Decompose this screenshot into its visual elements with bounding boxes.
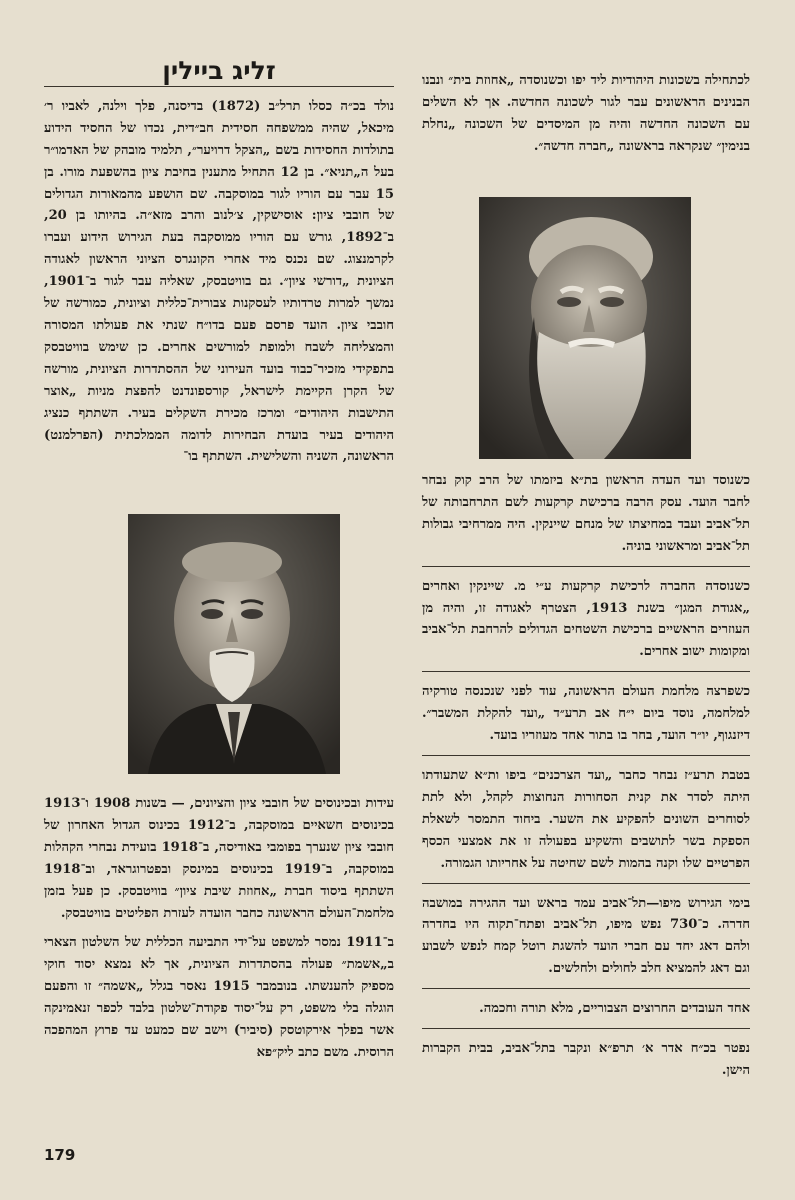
left-paragraph-3: ב־1911 נמסר למשפט על־ידי התביעה הכללית של השלטון הצארי ב„אשמת״ פעולה בהסתדרות הציונית, אך לא נמצא יסוד חוקי מספיק להענשתו. בנובמבר 1915 נאסר בגלל „אשמה״ זו והפעם הוגלה בלי משפט, רק על־יסוד פקודת־שלטון בלבד לכפר זנאמינקה אשר בפלך אירקוטסק (סיביר) וישב שם כמעט עד פרוץ המהפכה הרוסית. משם כתב ליק״פא bbox=[44, 935, 394, 1060]
right-paragraph-2: כשנוסד ועד העדה הראשון בת״א ביזמתו של הרב קוק נבחר לחבר הועד. עסק הרבה ברכישת קרקעות לשם התרחבותה של תל־אביב ועבד במחיצתו של מנחם שיינקין. היה ממרחיבי גבולות תל־אביב ומראשוני בוניה. bbox=[422, 473, 750, 554]
right-column-top bbox=[422, 70, 750, 166]
right-column-bottom bbox=[422, 470, 750, 1090]
right-paragraph-7: אחד העובדים החרוצים הצבוריים, מלא תורה וחכמה. bbox=[479, 1001, 750, 1017]
divider bbox=[422, 883, 750, 884]
left-column bbox=[44, 56, 395, 476]
right-paragraph-8: נפטר בכ״ח אדר א׳ תרפ״א ונקבר בתל־אביב, בבית הקברות הישן. bbox=[422, 1041, 750, 1078]
right-paragraph-5: בטבת תרע״ז נבחר כחבר „ועד הצרכנים״ ביפו ות״א שתעודתו היתה לסדר את קנית הסחורות הנחוצות לקהל, ולא לתת לסוחרים השונים להפקיע את השער. ביחוד התמסר לשאלת הספקת בשר לתושבים והשקיע בפעולה זו את אמצעי הכסף הפרטיים שלו וקנה בהמות לשם שחיטה על אחריותו הגמורה. bbox=[422, 767, 750, 871]
right-paragraph-3: כשנוסדה החברה לרכישת קרקעות ע״י מ. שיינקין ואחרים „אגודת המגן״ בשנת 1913, הצטרף לאגודה זו, והיה מן העוזרים הראשיים ברכישת השטחים הגדולים להרחבת תל־אביב ומקומות ישוב אחרים. bbox=[422, 578, 750, 660]
divider bbox=[422, 671, 750, 672]
left-paragraph-2: עידות ובכינוסים של חובבי ציון והציונים, — בשנות 1908 ו־1913 בכינוסים חשאיים במוסקבה, ב־1912 בכינוס הגדול האחרון של חובבי ציון שנערך בפומבי באודיסה, ב־1918 בועידת נבחרי הקהלות במוסקבה, ב־1919 בכינוסים במינסק ובפטרוגראד, וב־1918 השתתף ביסוד חברת „אחוזת שיבת ציון״ בוויטבסק. כן פעל בזמן מלחמת־העולם הראשונה כחבר הועדה לעזרת הפליטים בוויטבסק. bbox=[44, 796, 395, 921]
portrait-zelig-beilin bbox=[128, 514, 340, 774]
right-paragraph-1: לכתחילה בשכונות היהודיות ליד יפו וכשנוסדה „אחוזת בית״ ונבנו הבנינים הראשונים עבר לגור לשכונה החדשה. אך לא השלים עם השכונה החדשה והיה מן המיסדים של השכונה „נחלת בנימין״ שנקראה בראשונה „חברה חדשה״. bbox=[422, 73, 750, 154]
divider bbox=[422, 755, 750, 756]
divider bbox=[422, 1028, 750, 1029]
article-title: זליג ביילין bbox=[162, 56, 276, 85]
portrait-bearded-man bbox=[479, 197, 691, 459]
left-column-lower bbox=[44, 793, 394, 1072]
divider bbox=[422, 566, 750, 567]
left-paragraph-1: נולד בכ״ה כסלו תרל״ב (1872) בדיסנה, פלך וילנה, לאביו ר׳ מיכאל, שהיה ממשפחה חסידית חב״דית, נכדו של החסיד הידוע בתולדות החסידות בשם „הצקל דרויער״, תלמיד מובהק של האדמו״ר בעל ה„תניא״. בן 12 התחיל מתענין בחיבת ציון בהשפעת מורו. בן 15 עבר עם הוריו לגור במוסקבה. שם הושפע מהמאורות הגדולים של חובבי ציון: אוסישקין, צ׳לנוב והרב מזא״ה. בהיותו בן 20, ב־1892, גורש עם הוריו ממוסקבה בעת הגירוש הידוע ועברו לקרמנצוג. שם נכנס מיד אחרי הקונגרס הציוני הראשון לאגודה הציונית „דורשי ציון״. גם בוויטבסק, שאליה עבר לגור ב־1901, נמשך למרות טרדותיו לעסקנות צבורית־כללית וציונית, כמורשה של חובבי ציון. הועד פרסם פעם בדו״ח שנתי את פעולתו המסורה והמצליחה לשבח ולמופת למורשים אחרים. כן שימש בוויטבסק בתפקידי מזכיר־כבוד בועד העירוני של ההסתדרות הציונית, מורשה של הקרן הקיימת לישראל, קורספונדנט להפצת מניות „אוצר התישבות היהודים״ ומרכז מכירת השקלים בעיר. השתתף כנציג היהודים בעיר בועדת הבחירות לדומה הממלכתית (הפרלמנט) הראשונה, השניה והשלישית. השתתף בו־ bbox=[44, 98, 395, 465]
right-paragraph-6: בימי הגירוש מיפו—תל־אביב עמד בראש ועד ההגירה במושבה חדרה. כ־730 נפש מיפו, תל־אביב ופתח־תקוה היו בחדרה ולהם דאג יחד עם חברי הועד להשגת רוטל קמח לנפש לשבוע וגם דאג להמציא חלב לחולים ולחלשים. bbox=[422, 895, 750, 977]
divider bbox=[422, 988, 750, 989]
right-paragraph-4: כשפרצה מלחמת העולם הראשונה, עוד לפני שנכנסה טורקיה למלחמה, נוסד ביום י״ח אב תרע״ד „ועד להקלת המשבר״. דיזנגוף, יו״ר הועד, בחר בו בתור אחד מעוזריו בועד. bbox=[422, 684, 750, 744]
title-rule bbox=[44, 86, 394, 87]
page-number: 179 bbox=[44, 1146, 76, 1164]
